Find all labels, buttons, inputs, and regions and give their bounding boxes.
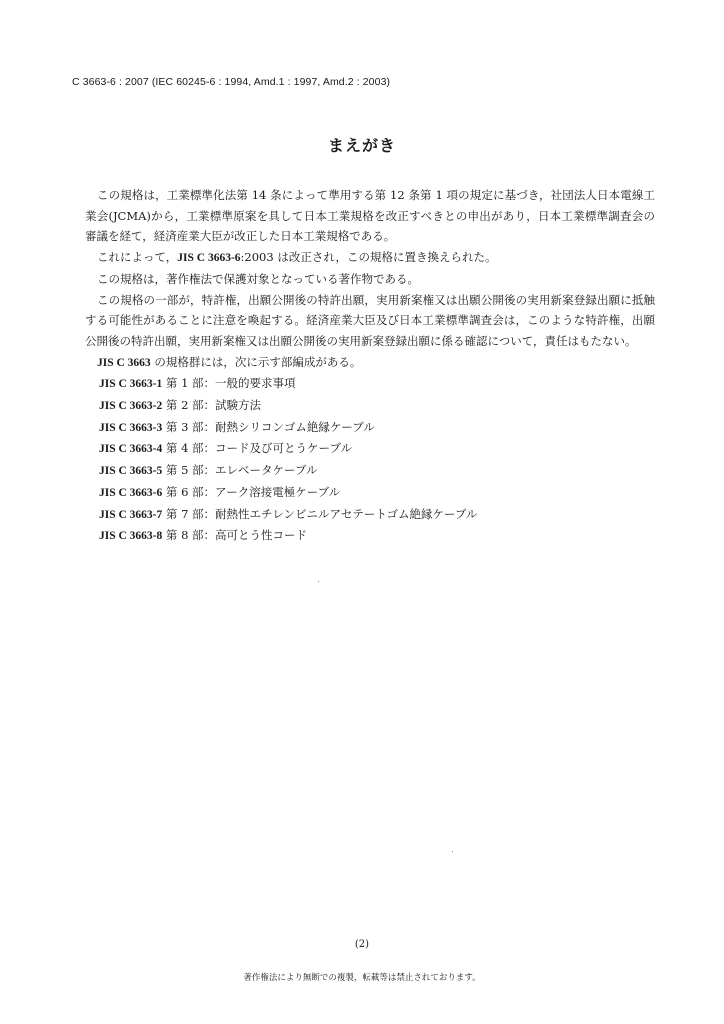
list-item [99,438,655,460]
page-title: まえがき [327,136,396,155]
text-span: :2003 は改正され，この規格に置き換えられた。 [240,250,497,265]
part-label: 第 5 部：エレベータケーブル [162,463,318,478]
parts-intro [85,352,655,374]
part-label: 第 3 部：耐熱シリコンゴム絶縁ケーブル [162,419,375,434]
preface-body [85,185,655,547]
parts-list [85,373,655,547]
text-span: これによって， [97,250,178,265]
list-item [99,373,655,395]
list-item [99,395,655,417]
paragraph-copyright: この規格は，著作権法で保護対象となっている著作物である。 [97,271,419,286]
list-item [99,417,655,439]
text-span: の規格群には，次に示す部編成がある。 [150,354,362,369]
part-code: JIS C 3663-7 [99,508,163,521]
part-label: 第 8 部：高可とう性コード [162,528,308,543]
part-label: 第 1 部：一般的要求事項 [162,376,296,391]
list-item [99,482,655,504]
scan-speck [452,851,453,852]
footer-notice: 著作権法により無断での複製，転載等は禁止されております。 [243,973,481,983]
standard-code: JIS C 3663-6 [177,252,241,265]
part-code: JIS C 3663-5 [99,465,163,478]
paragraph-replacement [85,247,655,269]
part-label: 第 2 部：試験方法 [162,398,262,413]
paragraph-patent-notice: この規格の一部が，特許権，出願公開後の特許出願，実用新案権又は出願公開後の実用新案登録出願に抵触する可能性があることに注意を喚起する。経済産業大臣及び日本工業標準調査会は，このような特許権，出願公開後の特許出願，実用新案権又は出願公開後の実用新案登録出願に係る確認について，責任はもたない。 [85,292,655,348]
standard-code: JIS C 3663 [97,356,151,369]
part-label: 第 4 部：コード及び可とうケーブル [162,441,353,456]
part-label: 第 7 部：耐熱性エチレンビニルアセテートゴム絶縁ケーブル [162,506,478,521]
part-code: JIS C 3663-4 [99,443,163,456]
paragraph-origin: この規格は，工業標準化法第 14 条によって準用する第 12 条第 1 項の規定に基づき，社団法人日本電線工業会(JCMA)から，工業標準原案を具して日本工業規格を改正すべきとの申出があり，日本工業標準調査会の審議を経て，経済産業大臣が改正した日本工業規格である。 [85,188,655,244]
part-label: 第 6 部：アーク溶接電極ケーブル [162,484,341,499]
scan-speck [318,581,319,582]
standard-reference: C 3663-6 : 2007 (IEC 60245-6 : 1994, Amd.1 : 1997, Amd.2 : 2003) [72,76,391,88]
part-code: JIS C 3663-1 [99,378,163,391]
list-item [99,525,655,547]
part-code: JIS C 3663-8 [99,530,163,543]
list-item [99,460,655,482]
page-number: (2) [354,939,370,950]
part-code: JIS C 3663-3 [99,421,163,434]
list-item [99,504,655,526]
part-code: JIS C 3663-2 [99,400,163,413]
part-code: JIS C 3663-6 [99,486,163,499]
